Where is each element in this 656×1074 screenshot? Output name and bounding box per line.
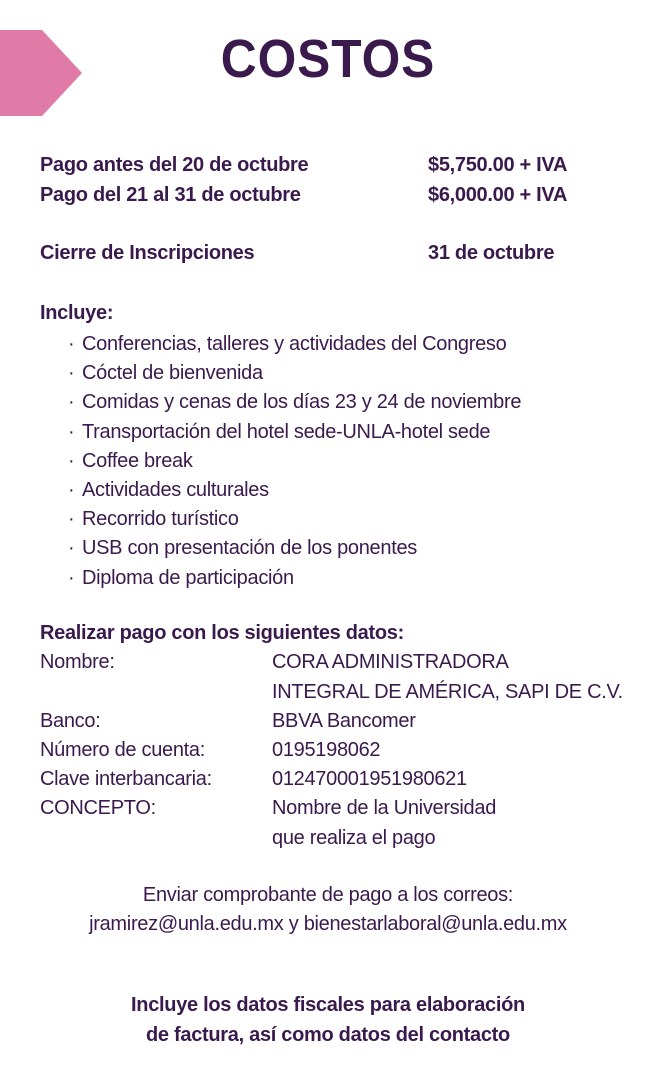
concepto-value-line2: que realiza el pago [272, 827, 436, 849]
bullet-icon: · [68, 537, 75, 560]
price-late-value: $6,000.00 + IVA [428, 184, 568, 206]
price-late-label: Pago del 21 al 31 de octubre [40, 184, 301, 206]
concepto-label: CONCEPTO: [40, 797, 156, 819]
closing-label: Cierre de Inscripciones [40, 242, 255, 264]
banco-label: Banco: [40, 710, 101, 732]
bullet-icon: · [68, 478, 75, 501]
price-early-label: Pago antes del 20 de octubre [40, 154, 309, 176]
list-item: · Recorrido turístico [68, 505, 521, 534]
list-item: · Conferencias, talleres y actividades del Congreso [68, 330, 521, 359]
clabe-value: 012470001951980621 [272, 768, 467, 790]
send-emails: jramirez@unla.edu.mx y bienestarlaboral@unla.edu.mx [89, 913, 567, 935]
send-instructions: Enviar comprobante de pago a los correos: [142, 884, 514, 906]
list-item: · Coffee break [68, 447, 521, 476]
payment-heading: Realizar pago con los siguientes datos: [40, 622, 404, 644]
clabe-label: Clave interbancaria: [40, 768, 212, 790]
nombre-value-line2: INTEGRAL DE AMÉRICA, SAPI DE C.V. [272, 681, 623, 703]
list-item: · Comidas y cenas de los días 23 y 24 de noviembre [68, 388, 521, 417]
list-item: · Transportación del hotel sede-UNLA-hotel sede [68, 418, 521, 447]
bullet-icon: · [68, 420, 75, 443]
fiscal-note-line2: de factura, así como datos del contacto [146, 1024, 510, 1046]
nombre-value-line1: CORA ADMINISTRADORA [272, 651, 509, 673]
concepto-value-line1: Nombre de la Universidad [272, 797, 497, 819]
price-early-value: $5,750.00 + IVA [428, 154, 568, 176]
banco-value: BBVA Bancomer [272, 710, 416, 732]
bullet-icon: · [68, 508, 75, 531]
includes-list [68, 330, 521, 593]
list-item: · Cóctel de bienvenida [68, 359, 521, 388]
bullet-icon: · [68, 566, 75, 589]
cuenta-value: 0195198062 [272, 739, 381, 761]
list-item: · Diploma de participación [68, 564, 521, 593]
cuenta-label: Número de cuenta: [40, 739, 205, 761]
fiscal-note-line1: Incluye los datos fiscales para elaboración [131, 994, 525, 1016]
nombre-label: Nombre: [40, 651, 115, 673]
list-item: · Actividades culturales [68, 476, 521, 505]
includes-heading: Incluye: [40, 302, 114, 324]
page-title: COSTOS [220, 29, 436, 89]
bullet-icon: · [68, 362, 75, 385]
closing-value: 31 de octubre [428, 242, 555, 264]
bullet-icon: · [68, 449, 75, 472]
bullet-icon: · [68, 333, 75, 355]
bullet-icon: · [68, 391, 75, 414]
list-item: · USB con presentación de los ponentes [68, 534, 521, 563]
